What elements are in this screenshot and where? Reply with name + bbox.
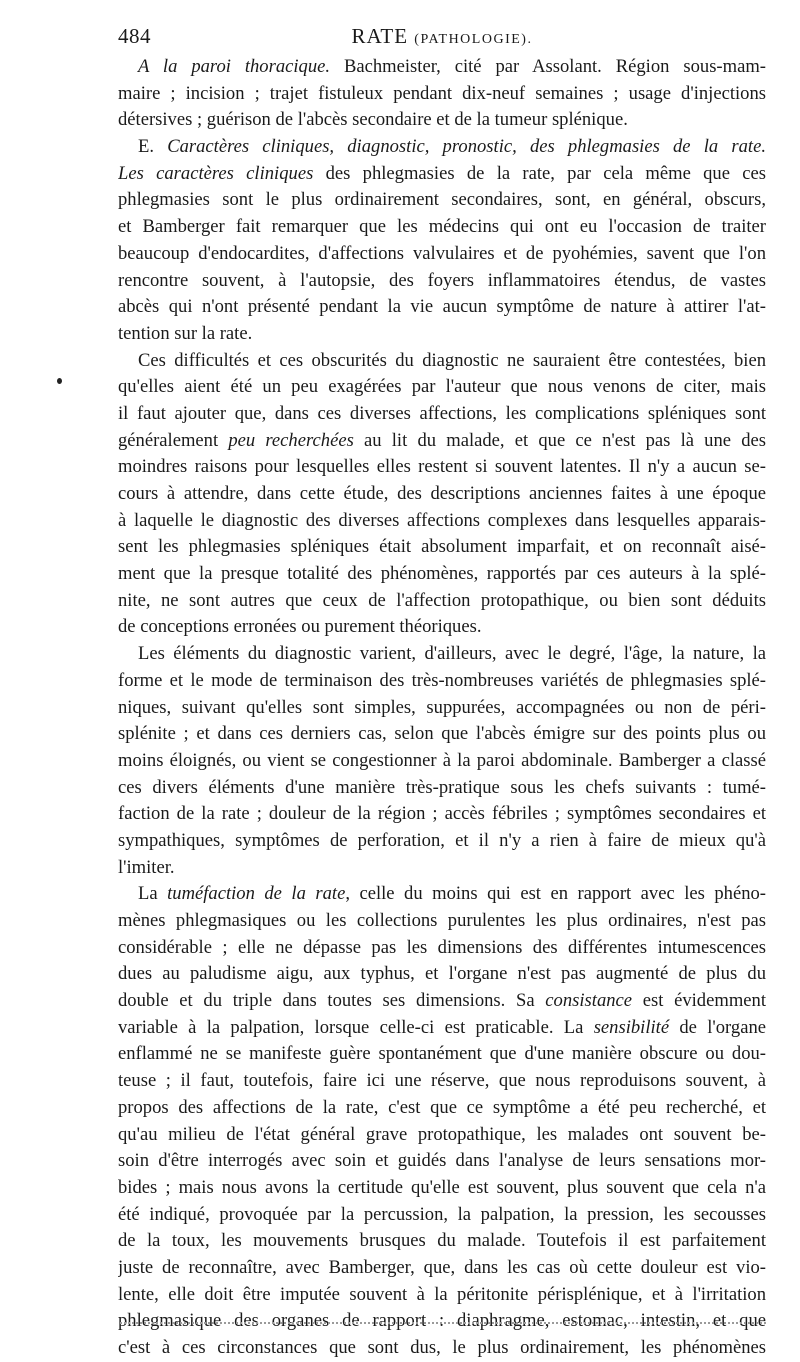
text-span: au lit du malade, et que ce n'est pas là une des [353,429,766,451]
text-line [118,1255,766,1282]
text-line [118,187,766,214]
text-span: Les éléments du diagnostic varient, d'ailleurs, avec le degré, l'âge, la nature, la [138,643,766,665]
text-span: E. [138,136,168,158]
text-line [118,908,766,935]
text-line [118,588,766,615]
text-line [118,374,766,401]
text-line [118,668,766,695]
text-span: il faut ajouter que, dans ces diverses affections, les complications spléniques sont [118,402,766,424]
text-line [118,321,766,348]
text-span: lente, elle doit être imputée souvent à la péritonite périsplénique, et à l'irritation [118,1283,766,1305]
text-span: bides ; mais nous avons la certitude qu'elle est souvent, plus souvent que cela n'a [118,1176,766,1198]
text-span: , celle du moins qui est en rapport avec les phéno- [345,883,766,905]
text-span: beaucoup d'endocardites, d'affections valvulaires et de pyohémies, savent que l'on [118,242,766,264]
text-span: de la toux, les mouvements brusques du malade. Toutefois il est parfaitement [118,1230,766,1252]
text-line [118,748,766,775]
text-span: détersives ; guérison de l'abcès secondaire et de la tumeur splénique. [118,109,628,131]
text-span: variable à la palpation, lorsque celle-ci est praticable. La [118,1016,594,1038]
body-text [118,54,766,1362]
footer-dotted-rule [120,1322,766,1324]
text-span: et Bamberger fait remarquer que les médecins qui ont eu l'occasion de traiter [118,216,766,238]
text-span: à laquelle le diagnostic des diverses affections complexes dans lesquelles apparais- [118,509,766,531]
text-line [118,241,766,268]
text-line [118,1148,766,1175]
text-span: maire ; incision ; trajet fistuleux pendant dix-neuf semaines ; usage d'injections [118,82,766,104]
text-span: moindres raisons pour lesquelles elles restent si souvent latentes. Il n'y a aucun se- [118,456,766,478]
text-line [118,801,766,828]
text-line [118,721,766,748]
text-span: double et du triple dans toutes ses dimensions. Sa [118,990,546,1012]
text-line [118,988,766,1015]
text-span: juste de reconnaître, avec Bamberger, que, dans les cas où cette douleur est vio- [118,1256,766,1278]
text-line [118,401,766,428]
running-title [118,24,766,49]
text-line [118,81,766,108]
text-line [118,614,766,641]
text-line [118,481,766,508]
text-span: phlegmasies sont le plus ordinairement secondaires, sont, en général, obscurs, [118,189,766,211]
text-line [118,1015,766,1042]
text-span: cours à attendre, dans cette étude, des descriptions anciennes faites à une époque [118,483,766,504]
text-line [118,428,766,455]
text-span: teuse ; il faut, toutefois, faire ici une réserve, que nous reproduisons souvent, à [118,1070,766,1092]
text-span: propos des affections de la rate, c'est que ce symptôme a été peu recherché, et [118,1096,766,1118]
italic-text: A la paroi thoracique. [138,56,331,77]
text-span: de l'organe [669,1016,766,1038]
text-line [118,508,766,535]
italic-text: tuméfaction de la rate [167,883,346,905]
text-span: l'imiter. [118,856,175,878]
running-title-sub: (PATHOLOGIE). [414,32,533,47]
text-span: rencontre souvent, à l'autopsie, des foyers inflammatoires étendus, de vastes [118,269,766,291]
italic-text: peu recherchées [228,429,354,451]
text-span: forme et le mode de terminaison des très-nombreuses variétés de phlegmasies splé- [118,669,766,691]
text-span: ces divers éléments d'une manière très-pratique sous les chefs suivants : tumé- [118,776,766,798]
text-span: nite, ne sont autres que ceux de l'affection protopathique, ou bien sont déduits [118,589,766,611]
text-line [118,54,766,81]
text-span: qu'au milieu de l'état général grave protopathique, les malades ont souvent be- [118,1123,766,1145]
text-span: phlegmasique des organes de rapport : diaphragme, estomac, intestin, et que [118,1310,766,1332]
text-span: splénite ; et dans ces derniers cas, selon que l'abcès émigre sur des points plus ou [118,723,766,745]
text-span: sent les phlegmasies spléniques était absolument imparfait, et on reconnaît aisé- [118,536,766,558]
text-line [118,1122,766,1149]
text-line [118,107,766,134]
running-header [118,24,766,52]
text-span: La [138,883,168,905]
text-line [118,294,766,321]
text-span: ment que la presque totalité des phénomènes, rapportés par ces auteurs à la splé- [118,563,766,585]
text-span: Bachmeister, cité par Assolant. Région sous-mam- [330,56,766,77]
text-line [118,1335,766,1362]
text-line [118,534,766,561]
text-line [118,134,766,161]
text-line [118,161,766,188]
text-line [118,775,766,802]
text-line [118,1041,766,1068]
text-line [118,1068,766,1095]
text-span: moins éloignés, ou vient se congestionner à la paroi abdominale. Bamberger a classé [118,749,766,771]
text-span: tention sur la rate. [118,322,253,344]
text-line [118,641,766,668]
text-span: sympathiques, symptômes de perforation, et il n'y a rien à faire de mieux qu'à [118,829,766,851]
text-line [118,1175,766,1202]
text-span: de conceptions erronées ou purement théoriques. [118,616,482,638]
text-line [118,1095,766,1122]
text-span: soin d'être interrogés avec soin et guidés dans l'analyse de leurs sensations mor- [118,1150,766,1172]
text-span: qu'elles aient été un peu exagérées par l'auteur que nous venons de citer, mais [118,376,766,398]
italic-text: Caractères cliniques, diagnostic, pronostic, des phlegmasies de la rate. [167,136,766,158]
text-span: enflammé ne se manifeste guère spontanément que d'une manière obscure ou dou- [118,1043,766,1065]
text-line [118,454,766,481]
text-line [118,214,766,241]
text-line [118,268,766,295]
text-line [118,881,766,908]
text-line [118,1228,766,1255]
text-span: dues au paludisme aigu, aux typhus, et l'organe n'est pas augmenté de plus du [118,963,766,985]
running-title-main: RATE [351,24,409,48]
text-span: généralement [118,429,229,451]
text-line [118,348,766,375]
italic-text: Les caractères cliniques [118,162,314,184]
text-span: faction de la rate ; douleur de la région ; accès fébriles ; symptômes secondaires et [118,803,766,825]
text-line [118,1202,766,1229]
text-span: est évidemment [632,990,766,1012]
text-line [118,1282,766,1309]
text-span: considérable ; elle ne dépasse pas les dimensions des différentes intumescences [118,936,766,958]
text-span: c'est à ces circonstances que sont dus, le plus ordinairement, les phénomènes [118,1337,766,1358]
italic-text: sensibilité [593,1016,670,1038]
text-line [118,561,766,588]
margin-dot [57,378,62,384]
text-span: abcès qui n'ont présenté pendant la vie aucun symptôme de nature à attirer l'at- [118,296,766,318]
text-span: Ces difficultés et ces obscurités du diagnostic ne sauraient être contestées, bien [138,349,766,371]
text-line [118,828,766,855]
italic-text: consistance [545,990,633,1012]
text-line [118,935,766,962]
text-span: niques, suivant qu'elles sont simples, suppurées, accompagnées ou non de péri- [118,696,766,718]
text-span: des phlegmasies de la rate, par cela même que ces [313,162,766,184]
page-number: 484 [118,24,151,48]
text-span: été indiqué, provoquée par la percussion, la palpation, la pression, les secousses [118,1203,766,1225]
text-span: mènes phlegmasiques ou les collections purulentes les plus ordinaires, n'est pas [118,910,766,931]
text-line [118,695,766,722]
text-line [118,855,766,882]
text-line [118,961,766,988]
